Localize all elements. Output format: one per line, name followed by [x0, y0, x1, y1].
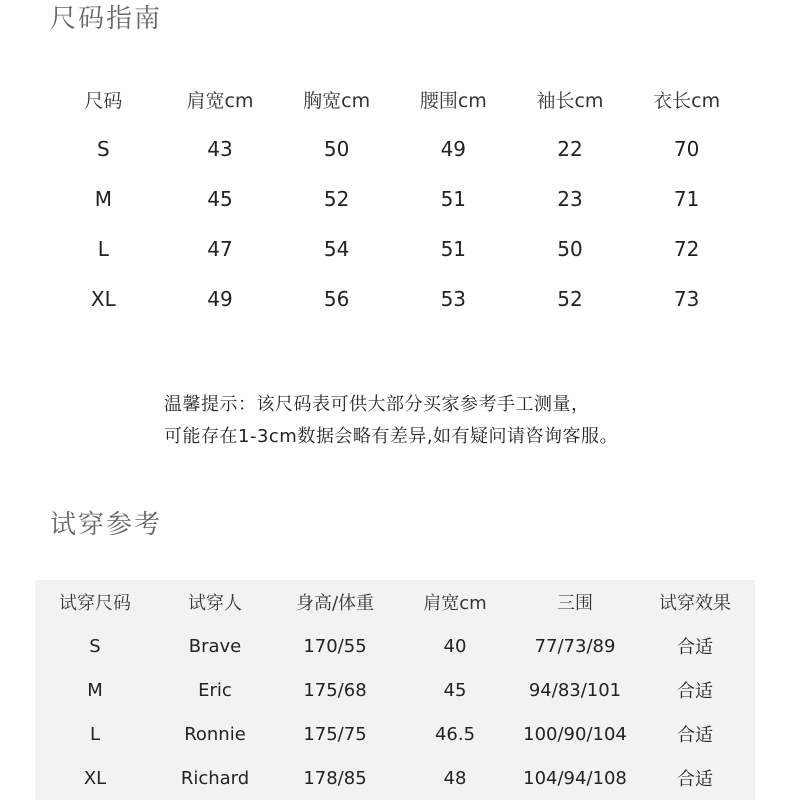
- col-sleeve-header: 袖长cm: [536, 89, 604, 112]
- waist-cell: 53: [440, 287, 467, 311]
- sleeve-cell: 22: [557, 137, 583, 161]
- shoulder-cell: 45: [207, 187, 233, 211]
- chest-cell: 56: [323, 287, 350, 311]
- chest-cell: 52: [323, 187, 350, 211]
- fit-result-cell: 合适: [677, 681, 713, 702]
- size-guide-title: 尺码指南: [50, 4, 163, 34]
- length-cell: 73: [673, 287, 700, 311]
- table-row: [45, 274, 745, 324]
- fit-result-cell: 合适: [677, 725, 713, 746]
- col-shoulder-header: 肩宽cm: [186, 89, 254, 112]
- sleeve-cell: 52: [557, 287, 583, 311]
- table-row: [45, 224, 745, 274]
- chest-cell: 54: [323, 237, 350, 261]
- col-size-header: 尺码: [84, 89, 123, 112]
- size-cell: L: [97, 237, 109, 261]
- length-cell: 72: [673, 237, 700, 261]
- model-cell: Eric: [198, 679, 232, 701]
- sleeve-cell: 23: [557, 187, 583, 211]
- col-measurements-header: 三围: [557, 593, 593, 614]
- col-height-weight-header: 身高/体重: [295, 593, 375, 614]
- waist-cell: 49: [440, 137, 467, 161]
- fit-result-cell: 合适: [677, 637, 713, 658]
- size-tip-line-1: 温馨提示：该尺码表可供大部分买家参考手工测量，: [164, 394, 590, 415]
- try-size-cell: L: [89, 723, 101, 745]
- shoulder-cell: 48: [443, 767, 467, 789]
- try-size-cell: XL: [83, 767, 107, 789]
- table-row: [45, 124, 745, 174]
- fit-result-cell: 合适: [677, 769, 713, 790]
- table-row: [35, 668, 755, 712]
- col-length-header: 衣长cm: [653, 89, 721, 112]
- try-size-cell: M: [87, 679, 103, 701]
- shoulder-cell: 43: [207, 137, 233, 161]
- shoulder-cell: 46.5: [434, 723, 476, 745]
- model-cell: Brave: [188, 635, 242, 657]
- length-cell: 71: [673, 187, 700, 211]
- table-row: [35, 712, 755, 756]
- measurements-cell: 94/83/101: [528, 679, 622, 701]
- col-shoulder-header: 肩宽cm: [423, 593, 487, 614]
- table-row: [45, 174, 745, 224]
- length-cell: 70: [673, 137, 700, 161]
- shoulder-cell: 49: [207, 287, 233, 311]
- col-waist-header: 腰围cm: [419, 89, 487, 112]
- measurements-cell: 100/90/104: [523, 723, 627, 745]
- measurements-cell: 77/73/89: [534, 635, 616, 657]
- try-on-header-row: [35, 580, 755, 624]
- table-row: [35, 624, 755, 668]
- try-on-panel: [35, 580, 755, 800]
- size-guide-header-row: [45, 74, 745, 124]
- col-chest-header: 胸宽cm: [303, 89, 371, 112]
- model-cell: Ronnie: [184, 723, 246, 745]
- waist-cell: 51: [440, 187, 467, 211]
- height-weight-cell: 175/75: [303, 723, 367, 745]
- shoulder-cell: 40: [443, 635, 467, 657]
- try-on-title: 试穿参考: [50, 510, 163, 540]
- height-weight-cell: 178/85: [303, 767, 367, 789]
- col-try-size-header: 试穿尺码: [59, 593, 131, 614]
- size-cell: M: [94, 187, 112, 211]
- chest-cell: 50: [323, 137, 350, 161]
- col-model-header: 试穿人: [188, 593, 242, 614]
- size-cell: S: [96, 137, 110, 161]
- try-on-table: [35, 580, 755, 800]
- shoulder-cell: 47: [207, 237, 233, 261]
- height-weight-cell: 170/55: [303, 635, 367, 657]
- try-size-cell: S: [89, 635, 101, 657]
- size-guide-table: [45, 74, 745, 324]
- shoulder-cell: 45: [443, 679, 467, 701]
- waist-cell: 51: [440, 237, 467, 261]
- table-row: [35, 756, 755, 800]
- size-tip-line-2: 可能存在1-3cm数据会略有差异,如有疑问请咨询客服。: [164, 426, 619, 447]
- sleeve-cell: 50: [557, 237, 583, 261]
- col-fit-result-header: 试穿效果: [659, 593, 731, 614]
- height-weight-cell: 175/68: [303, 679, 367, 701]
- model-cell: Richard: [180, 767, 250, 789]
- size-cell: XL: [90, 287, 116, 311]
- measurements-cell: 104/94/108: [523, 767, 627, 789]
